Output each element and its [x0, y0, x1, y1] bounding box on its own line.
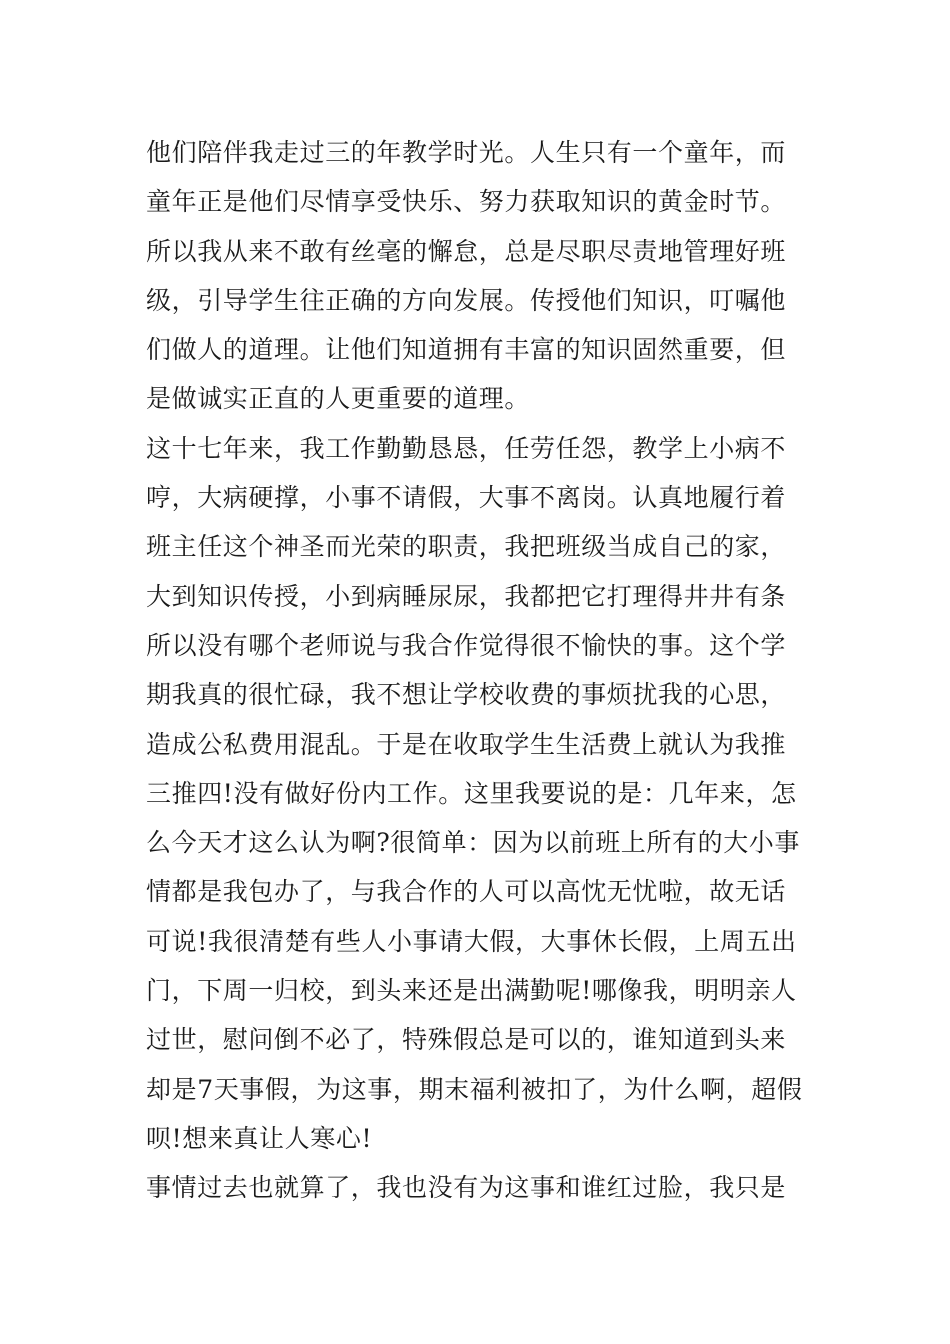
- text-line: 过世，慰问倒不必了，特殊假总是可以的，谁知道到头来: [146, 1025, 787, 1055]
- text-line: 门，下周一归校，到头来还是出满勤呢!哪像我，明明亲人: [146, 976, 797, 1006]
- text-line: 可说!我很清楚有些人小事请大假，大事休长假，上周五出: [146, 926, 797, 956]
- text-line: 情都是我包办了，与我合作的人可以高忱无忧啦，故无话: [146, 877, 787, 907]
- text-line: 级，引导学生往正确的方向发展。传授他们知识，叮嘱他: [146, 285, 787, 315]
- text-line: 班主任这个神圣而光荣的职责，我把班级当成自己的家，: [146, 532, 787, 562]
- text-line: 所以我从来不敢有丝毫的懈怠，总是尽职尽责地管理好班: [146, 236, 787, 266]
- text-line: 呗!想来真让人寒心!: [146, 1123, 373, 1153]
- text-line: 造成公私费用混乱。于是在收取学生生活费上就认为我推: [146, 729, 787, 759]
- text-line: 他们陪伴我走过三的年教学时光。人生只有一个童年，而: [146, 138, 787, 167]
- text-line: 么今天才这么认为啊?很简单：因为以前班上所有的大小事: [146, 828, 801, 858]
- text-line: 是做诚实正直的人更重要的道理。: [146, 384, 531, 414]
- text-line: 童年正是他们尽情享受快乐、努力获取知识的黄金时节。: [146, 187, 787, 217]
- document-body: [146, 128, 816, 1213]
- text-line: 却是7天事假，为这事，期末福利被扣了，为什么啊，超假: [146, 1074, 803, 1104]
- text-line: 期我真的很忙碌，我不想让学校收费的事烦扰我的心思，: [146, 680, 787, 710]
- text-line: 事情过去也就算了，我也没有为这事和谁红过脸，我只是: [146, 1173, 787, 1203]
- text-line: 哼，大病硬撑，小事不请假，大事不离岗。认真地履行着: [146, 483, 787, 513]
- text-line: 所以没有哪个老师说与我合作觉得很不愉快的事。这个学: [146, 630, 787, 660]
- text-line: 大到知识传授，小到病睡尿尿，我都把它打理得井井有条: [146, 581, 787, 611]
- text-line: 这十七年来，我工作勤勤恳恳，任劳任怨，教学上小病不: [146, 433, 787, 463]
- text-line: 们做人的道理。让他们知道拥有丰富的知识固然重要，但: [146, 335, 787, 365]
- text-line: 三推四!没有做好份内工作。这里我要说的是：几年来，怎: [146, 778, 797, 808]
